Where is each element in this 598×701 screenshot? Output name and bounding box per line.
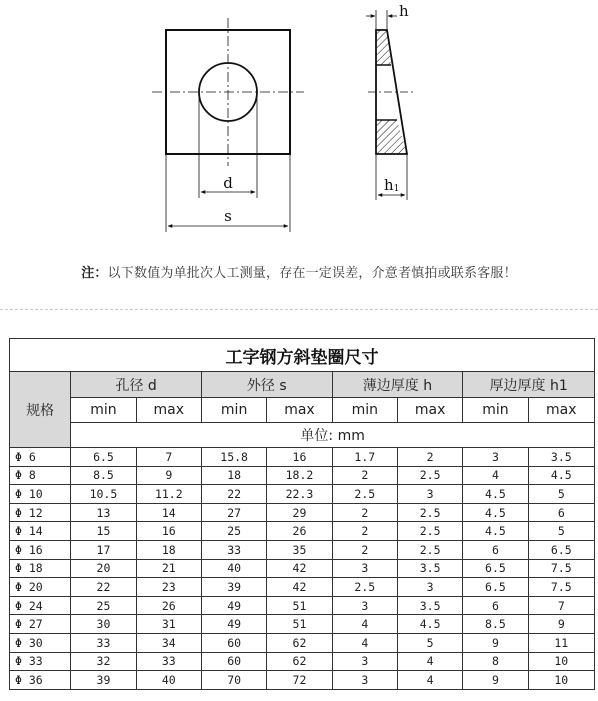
value-cell: 2.5 — [397, 540, 462, 559]
measurement-note — [0, 262, 598, 281]
h1-label-main: h — [384, 176, 394, 194]
value-cell: 9 — [528, 615, 594, 634]
value-cell: 15 — [71, 522, 136, 541]
value-cell: 26 — [136, 596, 201, 615]
value-cell: 42 — [267, 578, 332, 597]
table-row — [10, 503, 595, 522]
value-cell: 14 — [136, 503, 201, 522]
spec-cell: Φ 8 — [10, 466, 71, 485]
value-cell: 3.5 — [397, 559, 462, 578]
value-cell: 7 — [528, 596, 594, 615]
value-cell: 20 — [71, 559, 136, 578]
value-cell: 4.5 — [463, 522, 528, 541]
value-cell: 5 — [528, 522, 594, 541]
value-cell: 13 — [71, 503, 136, 522]
value-cell: 18 — [136, 540, 201, 559]
value-cell: 6 — [528, 503, 594, 522]
table-row — [10, 540, 595, 559]
value-cell: 70 — [201, 671, 266, 690]
value-cell: 8.5 — [71, 466, 136, 485]
value-cell: 3 — [332, 559, 397, 578]
value-cell: 35 — [267, 540, 332, 559]
value-cell: 4 — [397, 671, 462, 690]
value-cell: 10 — [528, 652, 594, 671]
value-cell: 30 — [71, 615, 136, 634]
value-cell: 39 — [201, 578, 266, 597]
note-prefix: 注： — [81, 266, 108, 281]
value-cell: 10.5 — [71, 485, 136, 504]
value-cell: 6.5 — [463, 559, 528, 578]
spec-cell: Φ 16 — [10, 540, 71, 559]
subheader-cell: min — [71, 398, 136, 423]
value-cell: 18 — [201, 466, 266, 485]
value-cell: 32 — [71, 652, 136, 671]
value-cell: 22 — [71, 578, 136, 597]
value-cell: 23 — [136, 578, 201, 597]
subheader-cell: max — [528, 398, 594, 423]
value-cell: 3 — [397, 485, 462, 504]
value-cell: 21 — [136, 559, 201, 578]
value-cell: 22.3 — [267, 485, 332, 504]
value-cell: 72 — [267, 671, 332, 690]
value-cell: 60 — [201, 633, 266, 652]
table-row — [10, 448, 595, 467]
value-cell: 42 — [267, 559, 332, 578]
value-cell: 4 — [397, 652, 462, 671]
value-cell: 8.5 — [463, 615, 528, 634]
value-cell: 7.5 — [528, 559, 594, 578]
value-cell: 62 — [267, 652, 332, 671]
spec-cell: Φ 12 — [10, 503, 71, 522]
spec-cell: Φ 27 — [10, 615, 71, 634]
value-cell: 3.5 — [528, 448, 594, 467]
value-cell: 7 — [136, 448, 201, 467]
value-cell: 25 — [201, 522, 266, 541]
spec-cell: Φ 20 — [10, 578, 71, 597]
table-row — [10, 559, 595, 578]
table-row — [10, 485, 595, 504]
value-cell: 3 — [332, 671, 397, 690]
spec-cell: Φ 18 — [10, 559, 71, 578]
spec-cell: Φ 6 — [10, 448, 71, 467]
value-cell: 62 — [267, 633, 332, 652]
spec-cell: Φ 36 — [10, 671, 71, 690]
subheader-cell: min — [201, 398, 266, 423]
value-cell: 33 — [71, 633, 136, 652]
value-cell: 4.5 — [397, 615, 462, 634]
note-text: 以下数值为单批次人工测量，存在一定误差，介意者慎拍或联系客服！ — [107, 266, 517, 281]
h1-label-sub: 1 — [393, 184, 400, 194]
value-cell: 9 — [463, 671, 528, 690]
d-label: d — [223, 174, 233, 192]
value-cell: 34 — [136, 633, 201, 652]
s-label: s — [224, 207, 232, 225]
value-cell: 4.5 — [528, 466, 594, 485]
subheader-cell: max — [397, 398, 462, 423]
value-cell: 8 — [463, 652, 528, 671]
subheader-cell: min — [332, 398, 397, 423]
value-cell: 4 — [332, 633, 397, 652]
value-cell: 49 — [201, 615, 266, 634]
value-cell: 40 — [136, 671, 201, 690]
h-label: h — [399, 2, 409, 20]
value-cell: 2 — [332, 522, 397, 541]
value-cell: 5 — [397, 633, 462, 652]
spec-cell: Φ 10 — [10, 485, 71, 504]
value-cell: 22 — [201, 485, 266, 504]
spec-cell: Φ 24 — [10, 596, 71, 615]
table-row — [10, 578, 595, 597]
value-cell: 15.8 — [201, 448, 266, 467]
value-cell: 4.5 — [463, 485, 528, 504]
table-row — [10, 522, 595, 541]
table-row — [10, 466, 595, 485]
value-cell: 6 — [463, 596, 528, 615]
spec-cell: Φ 14 — [10, 522, 71, 541]
value-cell: 6.5 — [528, 540, 594, 559]
value-cell: 16 — [267, 448, 332, 467]
value-cell: 5 — [528, 485, 594, 504]
value-cell: 40 — [201, 559, 266, 578]
washer-drawing — [0, 0, 598, 245]
value-cell: 6.5 — [463, 578, 528, 597]
value-cell: 2.5 — [397, 503, 462, 522]
table-body — [10, 448, 595, 690]
value-cell: 31 — [136, 615, 201, 634]
value-cell: 7.5 — [528, 578, 594, 597]
subheader-cell: max — [267, 398, 332, 423]
value-cell: 11.2 — [136, 485, 201, 504]
value-cell: 60 — [201, 652, 266, 671]
h1-label — [384, 176, 399, 194]
value-cell: 11 — [528, 633, 594, 652]
unit-row: 单位: mm — [71, 423, 595, 448]
value-cell: 2.5 — [397, 466, 462, 485]
value-cell: 2 — [332, 503, 397, 522]
value-cell: 26 — [267, 522, 332, 541]
value-cell: 25 — [71, 596, 136, 615]
value-cell: 17 — [71, 540, 136, 559]
group-header-thick-h1: 厚边厚度 h1 — [463, 372, 595, 398]
group-header-thin-h: 薄边厚度 h — [332, 372, 463, 398]
value-cell: 3 — [332, 596, 397, 615]
group-header-hole-d: 孔径 d — [71, 372, 202, 398]
table-row — [10, 652, 595, 671]
table-row — [10, 596, 595, 615]
value-cell: 3 — [463, 448, 528, 467]
value-cell: 33 — [136, 652, 201, 671]
value-cell: 2 — [397, 448, 462, 467]
value-cell: 4 — [332, 615, 397, 634]
value-cell: 51 — [267, 615, 332, 634]
value-cell: 33 — [201, 540, 266, 559]
group-header-outer-s: 外径 s — [201, 372, 332, 398]
value-cell: 4 — [463, 466, 528, 485]
spec-cell: Φ 30 — [10, 633, 71, 652]
table-row — [10, 633, 595, 652]
value-cell: 1.7 — [332, 448, 397, 467]
spec-table — [9, 338, 595, 690]
value-cell: 2.5 — [397, 522, 462, 541]
value-cell: 27 — [201, 503, 266, 522]
value-cell: 29 — [267, 503, 332, 522]
value-cell: 2.5 — [332, 578, 397, 597]
value-cell: 2 — [332, 540, 397, 559]
table-row — [10, 671, 595, 690]
value-cell: 3 — [332, 652, 397, 671]
value-cell: 10 — [528, 671, 594, 690]
table-row — [10, 615, 595, 634]
side-view — [366, 2, 414, 200]
value-cell: 6 — [463, 540, 528, 559]
spec-cell: Φ 33 — [10, 652, 71, 671]
value-cell: 9 — [136, 466, 201, 485]
subheader-cell: max — [136, 398, 201, 423]
value-cell: 2 — [332, 466, 397, 485]
value-cell: 3 — [397, 578, 462, 597]
value-cell: 16 — [136, 522, 201, 541]
value-cell: 49 — [201, 596, 266, 615]
value-cell: 2.5 — [332, 485, 397, 504]
table-title: 工字钢方斜垫圈尺寸 — [10, 339, 595, 372]
subheader-cell: min — [463, 398, 528, 423]
value-cell: 3.5 — [397, 596, 462, 615]
value-cell: 51 — [267, 596, 332, 615]
value-cell: 18.2 — [267, 466, 332, 485]
spec-header: 规格 — [10, 372, 71, 448]
dashed-separator — [0, 309, 598, 310]
value-cell: 9 — [463, 633, 528, 652]
front-view — [152, 18, 304, 232]
value-cell: 4.5 — [463, 503, 528, 522]
value-cell: 39 — [71, 671, 136, 690]
value-cell: 6.5 — [71, 448, 136, 467]
